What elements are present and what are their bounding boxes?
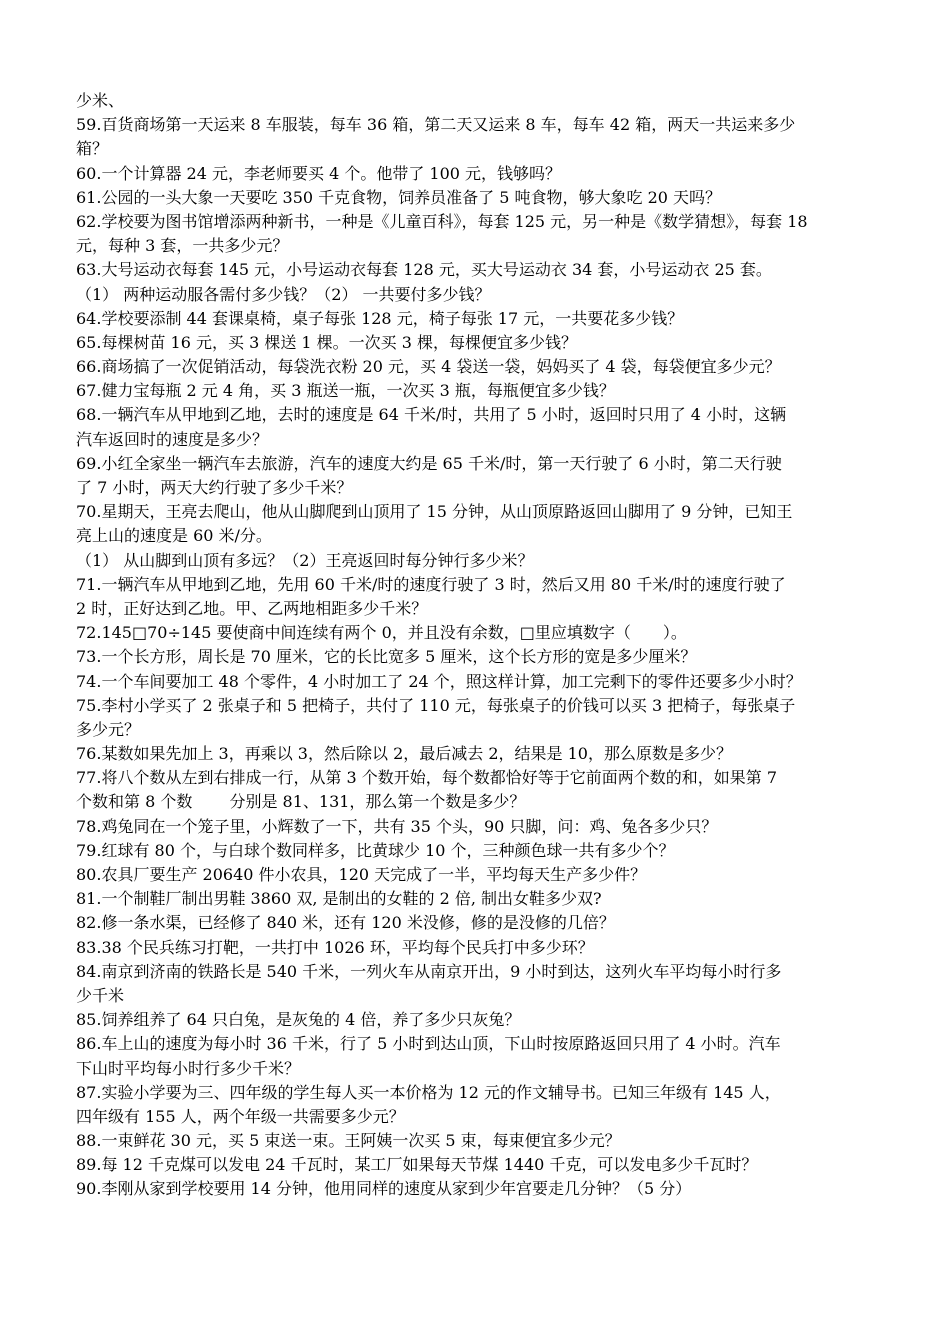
question-85: 85.饲养组养了 64 只白兔，是灰兔的 4 倍，养了多少只灰兔？ xyxy=(76,1010,521,1030)
question-88: 88.一束鲜花 30 元，买 5 束送一束。王阿姨一次买 5 束，每束便宜多少元？ xyxy=(76,1131,621,1151)
question-59-line-2: 箱？ xyxy=(76,139,109,159)
question-80: 80.农具厂要生产 20640 件小农具，120 天完成了一半，平均每天生产多少件？ xyxy=(76,865,647,884)
question-84-line-2: 少千米 xyxy=(76,985,125,1005)
question-65: 65.每棵树苗 16 元，买 3 棵送 1 棵。一次买 3 棵，每棵便宜多少钱？ xyxy=(76,332,578,352)
question-59-line-1: 59.百货商场第一天运来 8 车服装，每车 36 箱，第二天又运来 8 车，每车 42 箱，两天一共运来多少 xyxy=(76,115,796,135)
question-78: 78.鸡兔同在一个笼子里，小辉数了一下，共有 35 个头，90 只脚，问：鸡、兔各多少只？ xyxy=(76,816,718,836)
question-77-line-2: 个数和第 8 个数 分别是 81、131，那么第一个数是多少？ xyxy=(76,792,526,812)
question-75-line-2: 多少元？ xyxy=(76,719,141,739)
document-page xyxy=(76,89,898,1202)
question-62-line-2: 元，每种 3 套，一共多少元？ xyxy=(76,236,289,256)
question-75-line-1: 75.李村小学买了 2 张桌子和 5 把椅子，共付了 110 元，每张桌子的价钱可以买 3 把椅子，每张桌子 xyxy=(76,695,796,715)
question-68-line-1: 68.一辆汽车从甲地到乙地，去时的速度是 64 千米/时，共用了 5 小时，返回时只用了 4 小时，这辆 xyxy=(76,405,787,425)
question-69-line-1: 69.小红全家坐一辆汽车去旅游，汽车的速度大约是 65 千米/时，第一天行驶了 6 小时，第二天行驶 xyxy=(76,453,782,473)
question-86-line-2: 下山时平均每小时行多少千米？ xyxy=(76,1058,301,1078)
question-67: 67.健力宝每瓶 2 元 4 角，买 3 瓶送一瓶，一次买 3 瓶，每瓶便宜多少钱？ xyxy=(76,381,615,401)
question-66: 66.商场搞了一次促销活动，每袋洗衣粉 20 元，买 4 袋送一袋，妈妈买了 4 袋，每袋便宜多少元？ xyxy=(76,357,781,377)
question-79: 79.红球有 80 个，与白球个数同样多，比黄球少 10 个，三种颜色球一共有多少个？ xyxy=(76,840,675,860)
question-64: 64.学校要添制 44 套课桌椅，桌子每张 128 元，椅子每张 17 元，一共要花多少钱？ xyxy=(76,308,684,328)
question-84-line-1: 84.南京到济南的铁路长是 540 千米，一列火车从南京开出，9 小时到达，这列火车平均每小时行多 xyxy=(76,961,782,981)
question-72: 72.145□70÷145 要使商中间连续有两个 0，并且没有余数，□里应填数字（ ）。 xyxy=(76,623,687,643)
question-86-line-1: 86.车上山的速度为每小时 36 千米，行了 5 小时到达山顶，下山时按原路返回只用了 4 小时。汽车 xyxy=(76,1034,781,1054)
question-70-line-3: （1） 从山脚到山顶有多远？（2）王亮返回时每分钟行多少米？ xyxy=(76,550,534,570)
question-63-line-2: （1） 两种运动服各需付多少钱？（2） 一共要付多少钱？ xyxy=(76,284,491,304)
question-87-line-1: 87.实验小学要为三、四年级的学生每人买一本价格为 12 元的作文辅导书。已知三年级有 145 人， xyxy=(76,1082,781,1102)
question-68-line-2: 汽车返回时的速度是多少？ xyxy=(76,429,269,449)
question-71-line-1: 71.一辆汽车从甲地到乙地，先用 60 千米/时的速度行驶了 3 时，然后又用 80 千米/时的速度行驶了 xyxy=(76,574,786,594)
question-61: 61.公园的一头大象一天要吃 350 千克食物，饲养员准备了 5 吨食物，够大象吃 20 天吗？ xyxy=(76,187,722,207)
question-60: 60.一个计算器 24 元，李老师要买 4 个。他带了 100 元，钱够吗？ xyxy=(76,163,562,183)
question-69-line-2: 了 7 小时，两天大约行驶了多少千米？ xyxy=(76,478,353,497)
question-62-line-1: 62.学校要为图书馆增添两种新书，一种是《儿童百科》，每套 125 元，另一种是《数学猜想》，每套 18 xyxy=(76,211,808,231)
question-71-line-2: 2 时，正好达到乙地。甲、乙两地相距多少千米？ xyxy=(76,598,428,618)
question-63-line-1: 63.大号运动衣每套 145 元，小号运动衣每套 128 元，买大号运动衣 34 套，小号运动衣 25 套。 xyxy=(76,260,772,280)
question-70-line-2: 亮上山的速度是 60 米/分。 xyxy=(76,526,272,546)
question-74: 74.一个车间要加工 48 个零件，4 小时加工了 24 个，照这样计算，加工完剩下的零件还要多少小时？ xyxy=(76,671,802,691)
question-82: 82.修一条水渠，已经修了 840 米，还有 120 米没修，修的是没修的几倍？ xyxy=(76,913,615,933)
question-87-line-2: 四年级有 155 人，两个年级一共需要多少元？ xyxy=(76,1106,405,1126)
text-line: 少米、 xyxy=(76,91,125,110)
question-70-line-1: 70.星期天，王亮去爬山，他从山脚爬到山顶用了 15 分钟，从山顶原路返回山脚用了 9 分钟，已知王 xyxy=(76,502,793,522)
question-89: 89.每 12 千克煤可以发电 24 千瓦时，某工厂如果每天节煤 1440 千克，可以发电多少千瓦时？ xyxy=(76,1155,758,1175)
question-81: 81.一个制鞋厂制出男鞋 3860 双, 是制出的女鞋的 2 倍, 制出女鞋多少双? xyxy=(76,889,602,909)
question-76: 76.某数如果先加上 3，再乘以 3，然后除以 2，最后减去 2，结果是 10，那么原数是多少？ xyxy=(76,744,732,764)
question-83: 83.38 个民兵练习打靶，一共打中 1026 环，平均每个民兵打中多少环？ xyxy=(76,937,594,957)
question-77-line-1: 77.将八个数从左到右排成一行，从第 3 个数开始，每个数都恰好等于它前面两个数的和，如果第 7 xyxy=(76,768,778,788)
question-73: 73.一个长方形，周长是 70 厘米，它的长比宽多 5 厘米，这个长方形的宽是多少厘米？ xyxy=(76,647,697,667)
question-90: 90.李刚从家到学校要用 14 分钟，他用同样的速度从家到少年宫要走几分钟？（5 分） xyxy=(76,1179,692,1199)
